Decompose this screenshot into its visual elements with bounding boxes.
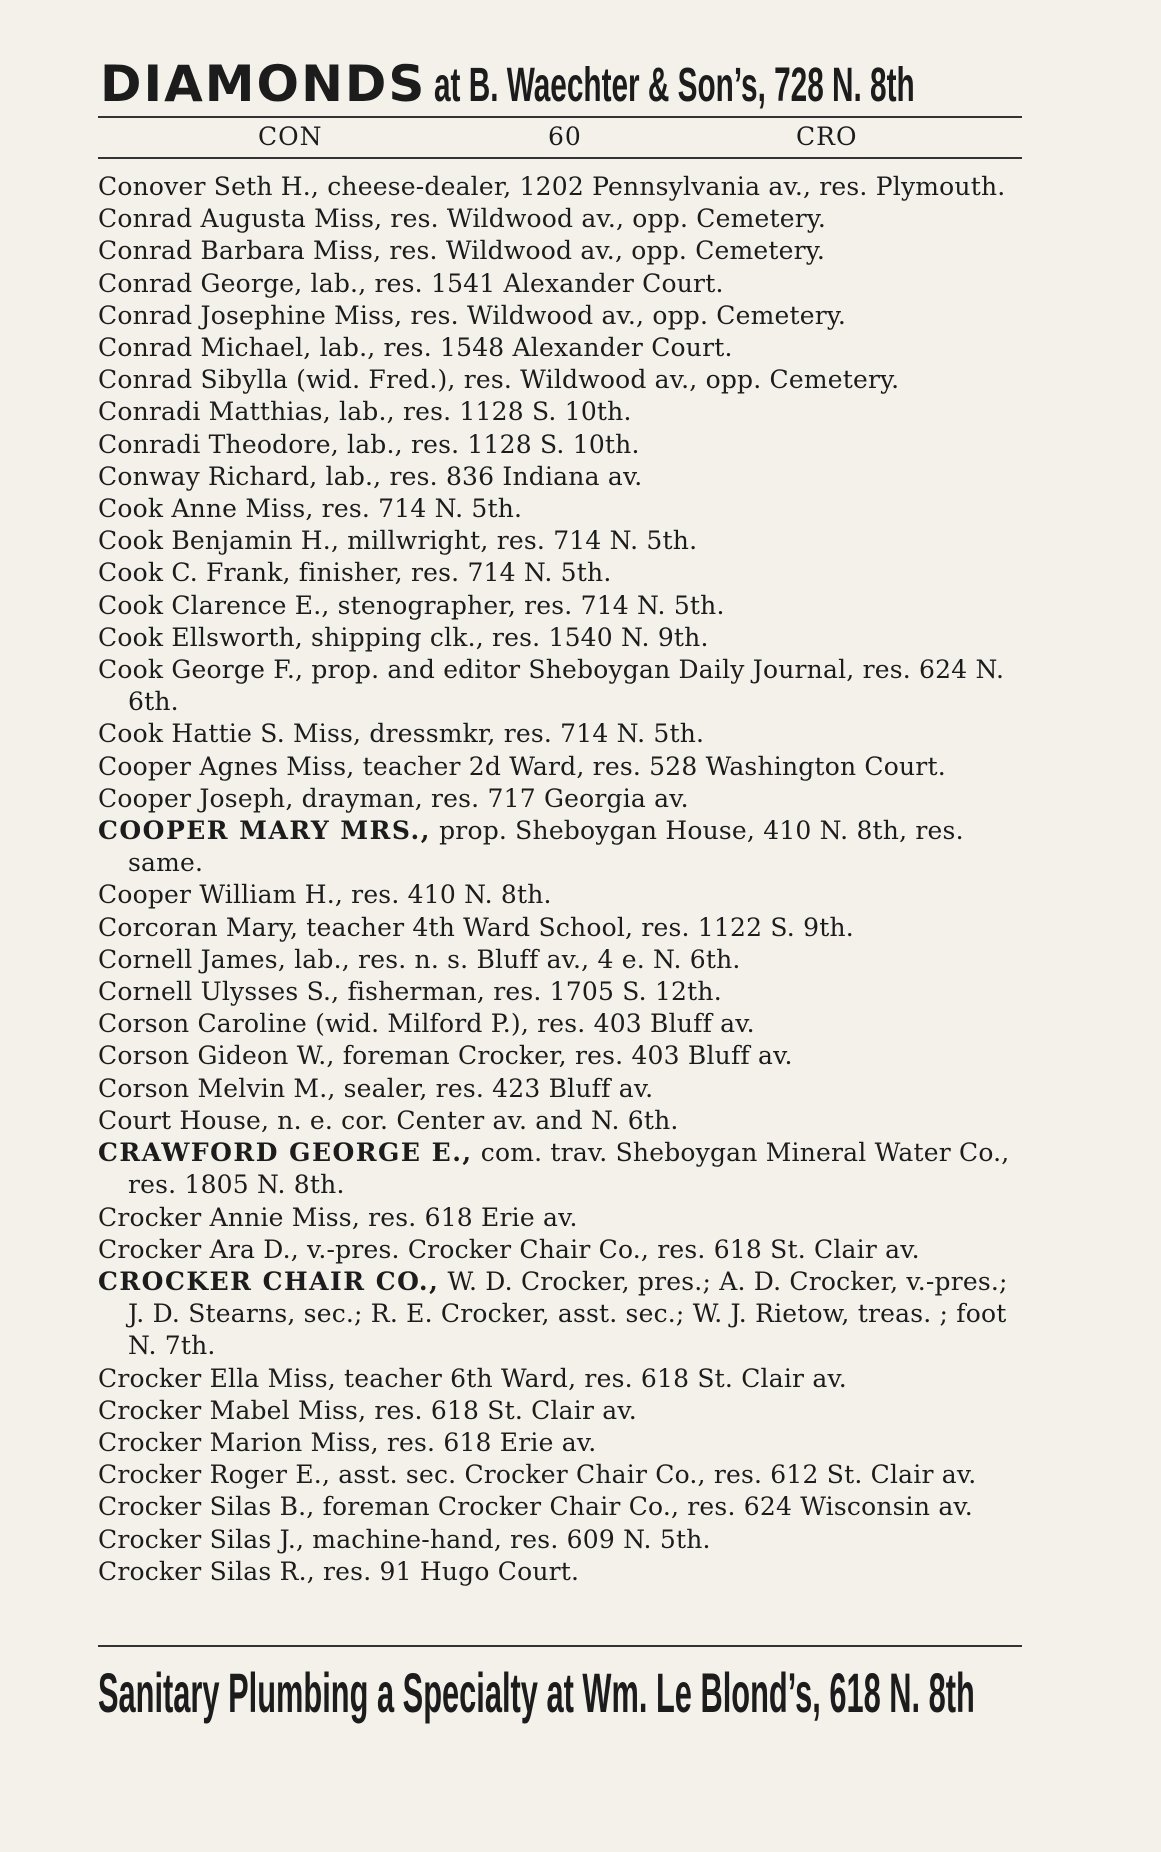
directory-entry [98,1137,1022,1201]
entry-text: Cook Anne Miss, res. 714 N. 5th. [98,494,523,524]
directory-entry [98,300,1022,332]
entry-text: Cooper Joseph, drayman, res. 717 Georgia av. [98,783,689,813]
entry-text: Cook Benjamin H., millwright, res. 714 N. 5th. [98,526,698,556]
directory-entry [98,1266,1022,1363]
directory-entry [98,654,1022,718]
directory-entry [98,718,1022,750]
entry-text: Crocker Mabel Miss, res. 618 St. Clair av. [98,1395,637,1425]
entry-text: Cornell Ulysses S., fisherman, res. 1705 S. 12th. [98,977,722,1007]
page-number: 60 [548,122,582,151]
directory-entry [98,1363,1022,1395]
running-head-rule [98,157,1022,159]
directory-entry [98,525,1022,557]
entry-text: Cook George F., prop. and editor Sheboygan Daily Journal, res. 624 N. 6th. [98,655,1005,717]
entry-text: Cook Ellsworth, shipping clk., res. 1540 N. 9th. [98,622,709,652]
directory-entry [98,1008,1022,1040]
directory-entry [98,1234,1022,1266]
entry-text: W. D. Crocker, pres.; A. D. Crocker, v.-pres.; J. D. Stearns, sec.; R. E. Crocker, asst. sec.; W. J. Rietow, treas. ; foot N. 7th. [128,1266,1008,1361]
directory-entry [98,268,1022,300]
entry-text: Cook C. Frank, finisher, res. 714 N. 5th. [98,558,612,588]
entry-text: Cornell James, lab., res. n. s. Bluff av., 4 e. N. 6th. [98,944,741,974]
directory-entry [98,493,1022,525]
directory-entry [98,1202,1022,1234]
footer-advertisement [98,1660,1028,1725]
directory-entry [98,751,1022,783]
entry-text: Conrad Michael, lab., res. 1548 Alexander Court. [98,333,733,363]
directory-entry [98,912,1022,944]
directory-entry [98,235,1022,267]
footer-ad-text: Sanitary Plumbing a Specialty at Wm. Le Blond’s, 618 N. 8th [98,1661,975,1724]
entry-bold-name: CRAWFORD GEORGE E., [98,1138,473,1168]
entry-text: Corson Melvin M., sealer, res. 423 Bluff av. [98,1073,654,1103]
entry-text: Conrad Augusta Miss, res. Wildwood av., opp. Cemetery. [98,204,827,234]
entry-text: Crocker Roger E., asst. sec. Crocker Chair Co., res. 612 St. Clair av. [98,1460,977,1490]
directory-entry [98,879,1022,911]
directory-entry [98,332,1022,364]
directory-entry [98,783,1022,815]
entry-text: Crocker Ara D., v.-pres. Crocker Chair Co., res. 618 St. Clair av. [98,1234,920,1264]
entry-text: Corson Gideon W., foreman Crocker, res. 403 Bluff av. [98,1041,793,1071]
entry-text: com. trav. Sheboygan Mineral Water Co., res. 1805 N. 8th. [128,1138,1010,1200]
directory-entry [98,429,1022,461]
entry-text: Conradi Theodore, lab., res. 1128 S. 10th. [98,429,640,459]
running-head-right: CRO [796,122,858,151]
directory-entry [98,396,1022,428]
entry-text: prop. Sheboygan House, 410 N. 8th, res. same. [128,816,964,878]
entry-text: Crocker Annie Miss, res. 618 Erie av. [98,1202,578,1232]
entry-text: Conrad Sibylla (wid. Fred.), res. Wildwood av., opp. Cemetery. [98,365,900,395]
entry-text: Court House, n. e. cor. Center av. and N. 6th. [98,1105,679,1135]
entry-bold-name: COOPER MARY MRS., [98,816,431,846]
entry-text: Conrad Josephine Miss, res. Wildwood av., opp. Cemetery. [98,300,847,330]
directory-entry [98,1395,1022,1427]
entry-bold-name: CROCKER CHAIR CO., [98,1266,440,1296]
directory-entry [98,461,1022,493]
entry-text: Crocker Silas B., foreman Crocker Chair Co., res. 624 Wisconsin av. [98,1492,973,1522]
directory-entry [98,557,1022,589]
directory-entry [98,1556,1022,1588]
entry-text: Conway Richard, lab., res. 836 Indiana av. [98,461,643,491]
header-advertisement [100,55,1030,117]
directory-entry [98,976,1022,1008]
entry-text: Cook Clarence E., stenographer, res. 714 N. 5th. [98,590,725,620]
directory-entries [98,171,1022,1588]
directory-entry [98,171,1022,203]
entry-text: Crocker Silas J., machine-hand, res. 609 N. 5th. [98,1524,711,1554]
running-head-left: CON [258,122,323,151]
directory-entry [98,815,1022,879]
header-ad-text: at B. Waechter & Son’s, 728 N. 8th [434,59,916,112]
entry-text: Cook Hattie S. Miss, dressmkr, res. 714 N. 5th. [98,719,705,749]
entry-text: Crocker Silas R., res. 91 Hugo Court. [98,1556,580,1586]
directory-entry [98,944,1022,976]
directory-entry [98,1105,1022,1137]
directory-entry [98,1073,1022,1105]
directory-entry [98,622,1022,654]
entry-text: Cooper William H., res. 410 N. 8th. [98,880,552,910]
directory-entry [98,1491,1022,1523]
entry-text: Crocker Marion Miss, res. 618 Erie av. [98,1427,597,1457]
header-rule [98,116,1022,118]
directory-entry [98,590,1022,622]
directory-entry [98,1459,1022,1491]
entry-text: Corson Caroline (wid. Milford P.), res. 403 Bluff av. [98,1009,755,1039]
directory-entry [98,1040,1022,1072]
entry-text: Corcoran Mary, teacher 4th Ward School, res. 1122 S. 9th. [98,912,854,942]
header-ad-bold: DIAMONDS [100,55,427,113]
entry-text: Conrad George, lab., res. 1541 Alexander Court. [98,268,724,298]
footer-rule [98,1645,1022,1647]
entry-text: Conover Seth H., cheese-dealer, 1202 Pennsylvania av., res. Plymouth. [98,172,1006,201]
directory-entry [98,203,1022,235]
directory-entry [98,1524,1022,1556]
directory-entry [98,364,1022,396]
directory-entry [98,1427,1022,1459]
entry-text: Conradi Matthias, lab., res. 1128 S. 10th. [98,397,632,427]
entry-text: Crocker Ella Miss, teacher 6th Ward, res. 618 St. Clair av. [98,1363,847,1393]
entry-text: Cooper Agnes Miss, teacher 2d Ward, res. 528 Washington Court. [98,751,946,781]
entry-text: Conrad Barbara Miss, res. Wildwood av., opp. Cemetery. [98,236,825,266]
running-head [98,120,1022,156]
